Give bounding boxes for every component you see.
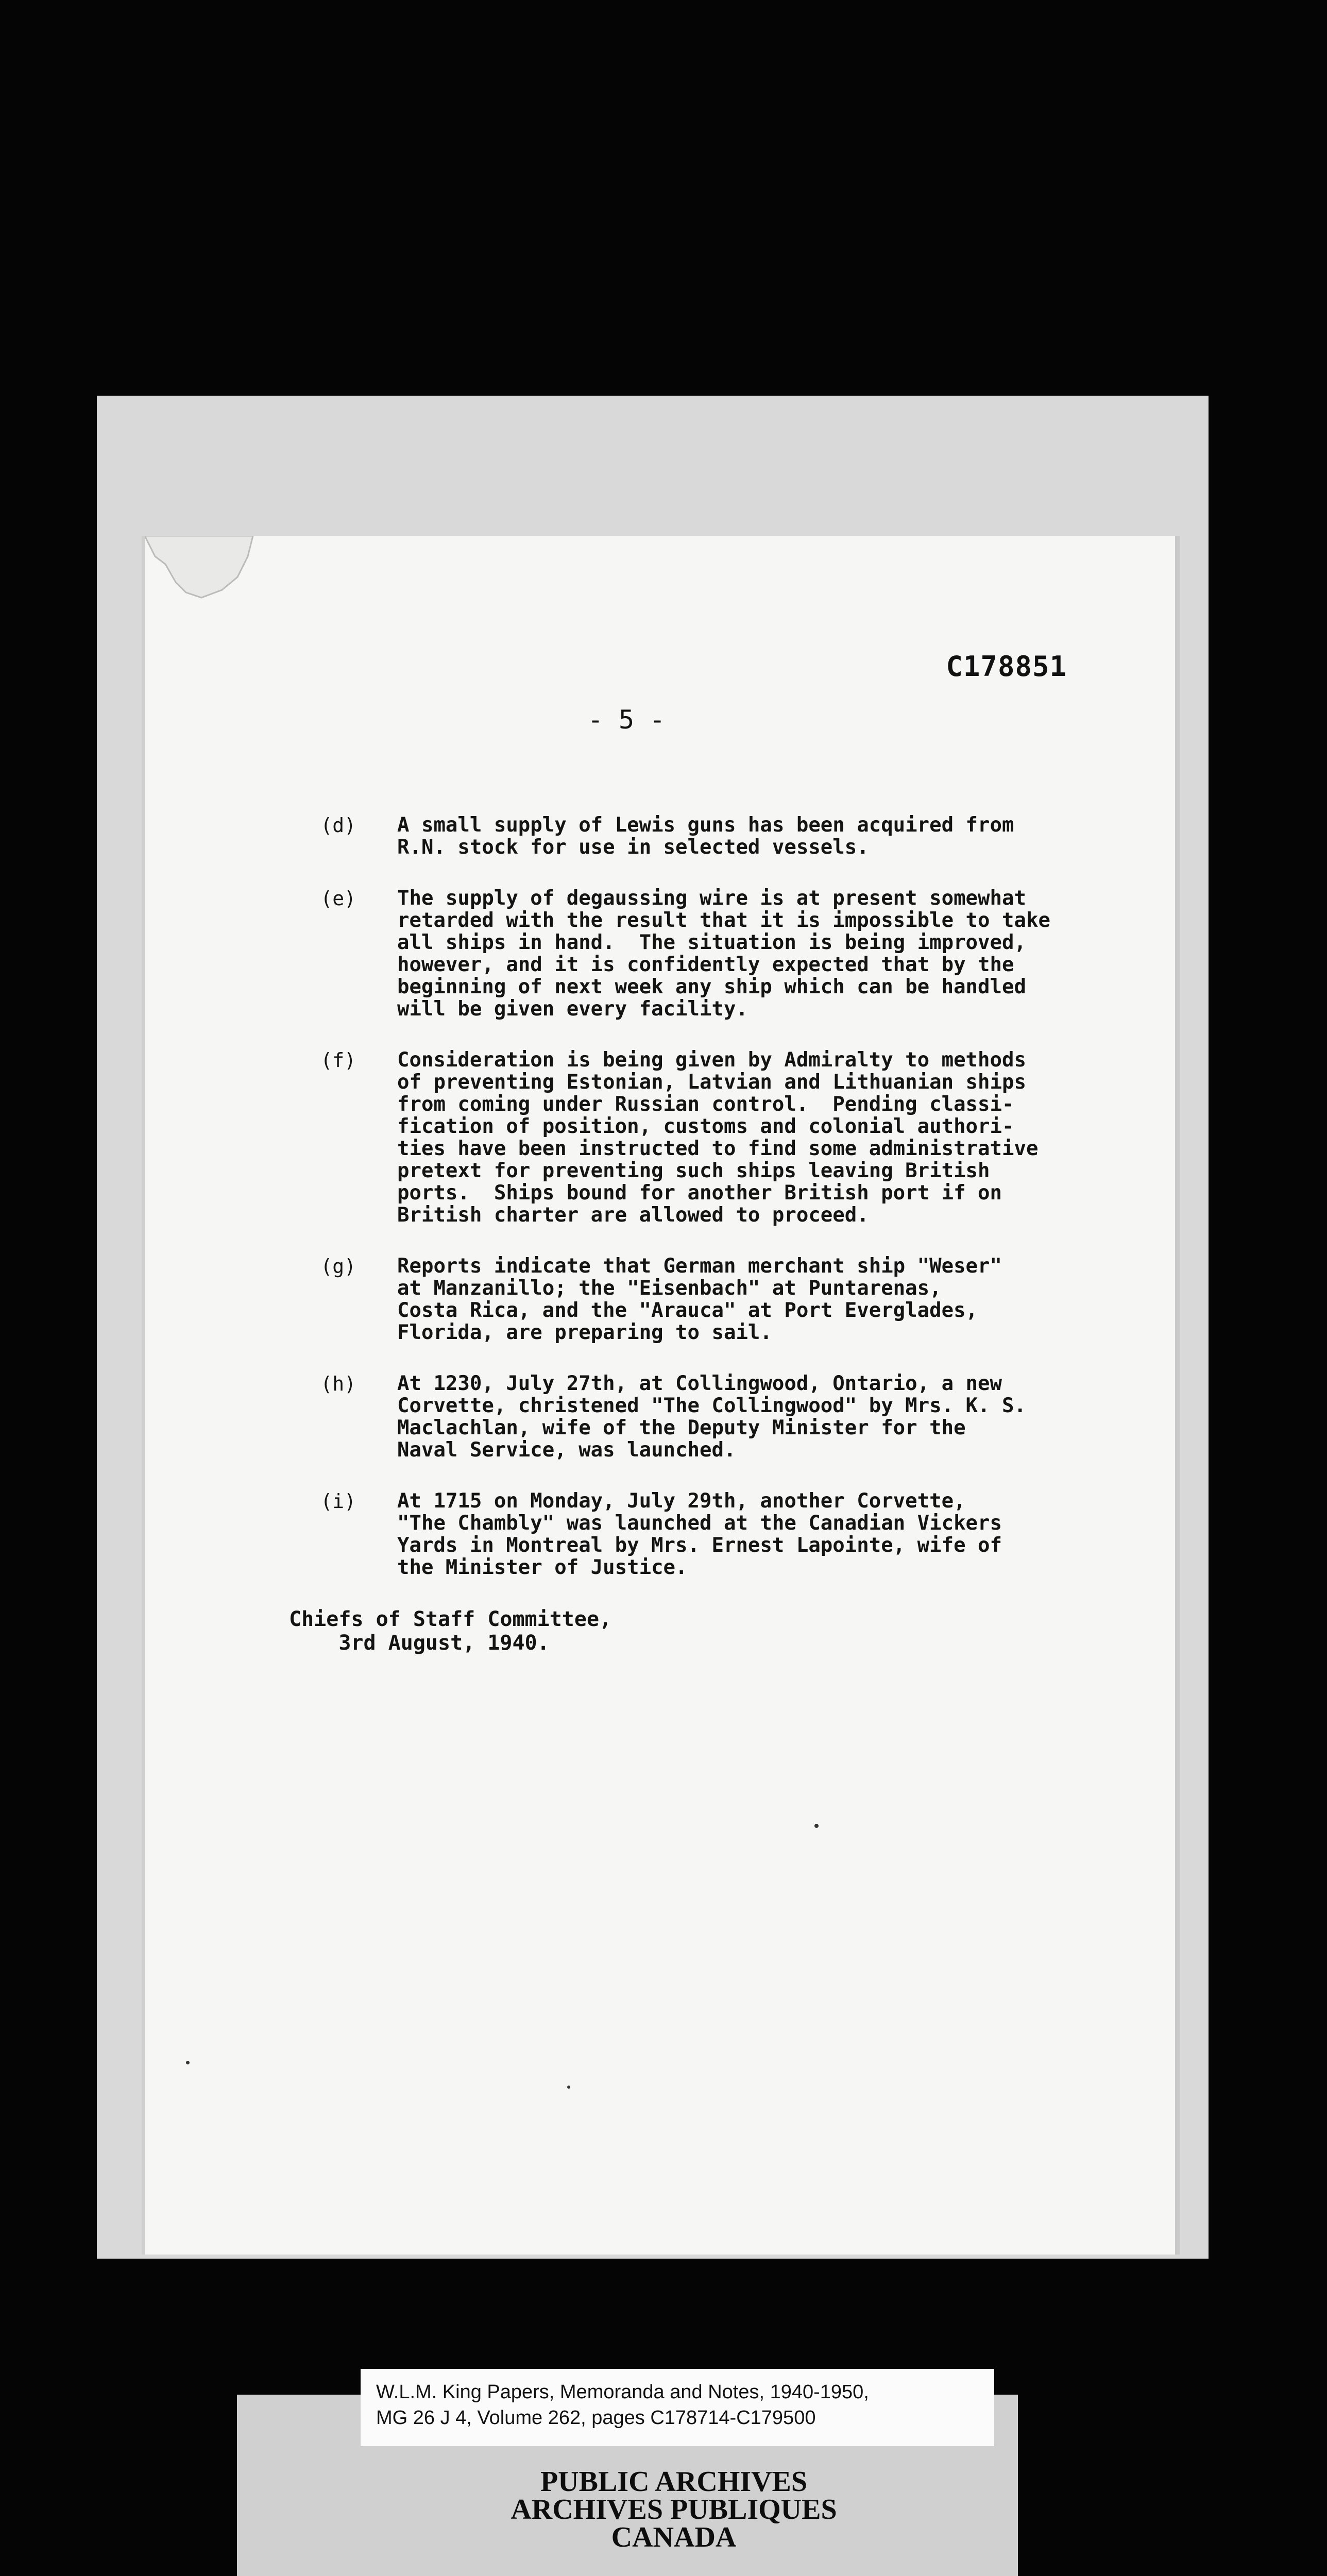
- archive-stamp: [0, 2468, 1327, 2551]
- document-number: C178851: [946, 650, 1067, 683]
- archive-stamp-line: CANADA: [611, 2521, 737, 2553]
- item-text: At 1715 on Monday, July 29th, another Corvette, "The Chambly" was launched at the Canadian Vickers Yards in Montreal by Mrs. Ernest Lapointe, wife of the Minister of Justice.: [397, 1489, 1002, 1579]
- archive-note-line: MG 26 J 4, Volume 262, pages C178714-C179500: [376, 2407, 816, 2429]
- archive-note-line: W.L.M. King Papers, Memoranda and Notes, 1940-1950,: [376, 2381, 869, 2403]
- item-label: (f): [320, 1049, 356, 1072]
- dust-speck: [186, 2061, 190, 2064]
- document-page: [142, 536, 1180, 2255]
- list-item: [315, 1255, 1087, 1344]
- archive-reference-note: [361, 2369, 994, 2446]
- list-item: [315, 814, 1087, 858]
- item-text: Consideration is being given by Admiralty to methods of preventing Estonian, Latvian and Lithuanian ships from coming under Russian control. Pending classi- fication of position, customs and colonial authori- ties have been instructed to find some administrative pretext for preventing such ships leaving British ports. Ships bound for another British port if on British charter are allowed to proceed.: [397, 1048, 1039, 1227]
- list-item: [315, 1490, 1087, 1579]
- item-text: The supply of degaussing wire is at present somewhat retarded with the result that it is impossible to take all ships in hand. The situation is being improved, however, and it is confidently expected that by the beginning of next week any ship which can be handled will be given every facility.: [397, 887, 1050, 1021]
- item-label: (e): [320, 887, 356, 910]
- item-text: A small supply of Lewis guns has been acquired from R.N. stock for use in selected vessels.: [397, 814, 1014, 859]
- item-text: At 1230, July 27th, at Collingwood, Ontario, a new Corvette, christened "The Collingwood" by Mrs. K. S. Maclachlan, wife of the Deputy Minister for the Naval Service, was launched.: [397, 1372, 1026, 1462]
- item-label: (g): [320, 1255, 356, 1278]
- list-item: [315, 1372, 1087, 1461]
- item-label: (i): [320, 1490, 356, 1513]
- torn-corner-mark: [145, 536, 263, 613]
- list-item: [315, 1049, 1087, 1226]
- item-text: Reports indicate that German merchant ship "Weser" at Manzanillo; the "Eisenbach" at Puntarenas, Costa Rica, and the "Arauca" at Port Everglades, Florida, are preparing to sail.: [397, 1255, 1002, 1344]
- list-item: [315, 887, 1087, 1020]
- item-label: (h): [320, 1372, 356, 1395]
- dust-speck: [814, 1824, 819, 1828]
- page-number: - 5 -: [587, 705, 666, 735]
- signature-block: Chiefs of Staff Committee, 3rd August, 1940.: [289, 1607, 612, 1655]
- item-label: (d): [320, 814, 356, 837]
- dust-speck: [567, 2086, 570, 2089]
- archive-stamp-line: ARCHIVES PUBLIQUES: [511, 2494, 837, 2526]
- item-list: [315, 814, 1087, 1607]
- archive-stamp-line: PUBLIC ARCHIVES: [540, 2466, 808, 2498]
